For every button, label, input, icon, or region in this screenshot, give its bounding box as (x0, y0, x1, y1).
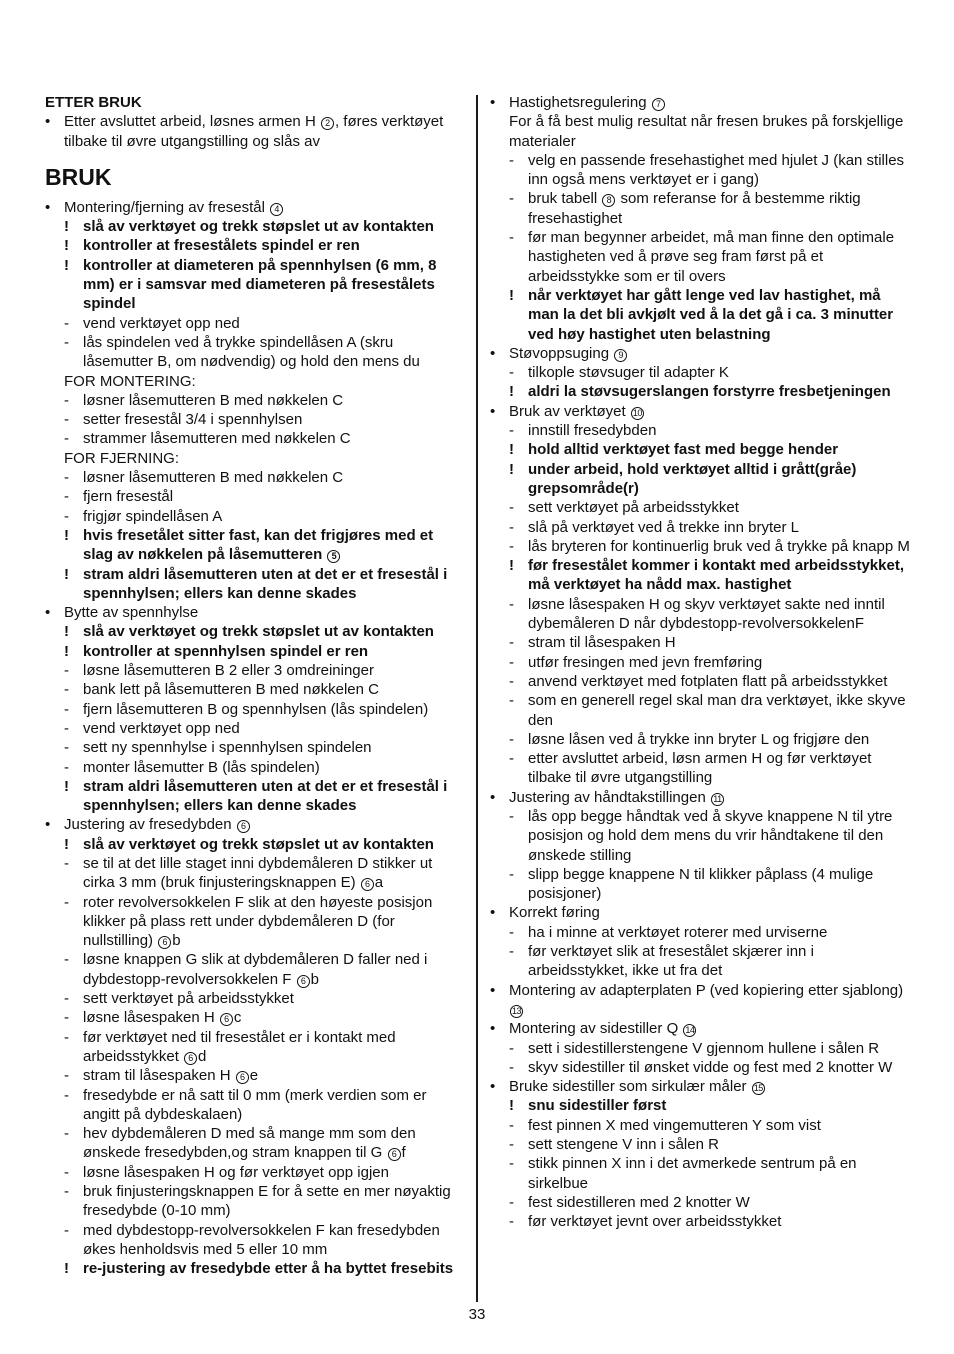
dash-icon: - (64, 314, 69, 332)
dash-item (490, 942, 915, 981)
warning-item (490, 440, 915, 459)
dash-item (490, 749, 915, 788)
dash-icon: - (64, 488, 69, 506)
item-text: lås spindelen ved å trykke spindellåsen A (skru låsemutter B, om nødvendig) og hold den mens du (83, 333, 420, 371)
dash-icon: - (64, 1183, 69, 1201)
dash-icon: - (64, 990, 69, 1008)
warning-icon: ! (509, 441, 514, 459)
figure-ref-icon: 6 (388, 1148, 401, 1161)
figure-ref-icon: 15 (753, 1083, 763, 1094)
right-column (490, 93, 915, 1232)
bullet-item (490, 1019, 915, 1038)
bullet-item (45, 815, 467, 834)
item-text: Bruk av verktøyet 10 (509, 402, 642, 420)
warning-item (490, 460, 915, 499)
warning-icon: ! (509, 1097, 514, 1115)
item-text: før verktøyet jevnt over arbeidsstykket (528, 1213, 782, 1231)
dash-item (45, 661, 467, 680)
dash-item (490, 421, 915, 440)
figure-ref-icon: 7 (652, 98, 665, 111)
item-text: bruk finjusteringsknappen E for å sette en mer nøyaktig fresedybde (0-10 mm) (83, 1183, 451, 1220)
item-text: utfør fresingen med jevn fremføring (528, 653, 763, 671)
dash-item (490, 189, 915, 228)
item-text: fest sidestilleren med 2 knotter W (528, 1193, 750, 1211)
dash-item (45, 854, 467, 893)
dash-item (45, 468, 467, 487)
item-text: stram til låsespaken H (528, 634, 676, 652)
warning-item (490, 1096, 915, 1115)
warning-icon: ! (64, 777, 69, 795)
figure-ref-icon: 4 (270, 203, 283, 216)
dash-icon: - (509, 923, 514, 941)
dash-icon: - (509, 364, 514, 382)
item-text: sett verktøyet på arbeidsstykket (528, 499, 739, 517)
dash-item (45, 1066, 467, 1085)
dash-item (490, 633, 915, 652)
warning-item (45, 217, 467, 236)
dash-item (490, 228, 915, 286)
dash-item (490, 363, 915, 382)
item-text: bank lett på låsemutteren B med nøkkelen C (83, 681, 379, 699)
item-text: løsne låsen ved å trykke inn bryter L og frigjøre den (528, 730, 870, 748)
bullet-icon: • (45, 113, 51, 131)
warning-icon: ! (509, 383, 514, 401)
dash-item (45, 1086, 467, 1125)
dash-item (490, 1212, 915, 1231)
dash-icon: - (64, 700, 69, 718)
item-text: slå av verktøyet og trekk støpslet ut av kontakten (83, 218, 434, 236)
dash-item (45, 758, 467, 777)
item-text: sett verktøyet på arbeidsstykket (83, 990, 294, 1008)
item-text: løsner låsemutteren B med nøkkelen C (83, 469, 344, 487)
item-text: fjern låsemutteren B og spennhylsen (lås spindelen) (83, 700, 429, 718)
dash-icon: - (64, 893, 69, 911)
bullet-icon: • (490, 1020, 496, 1038)
dash-item (490, 653, 915, 672)
dash-icon: - (64, 1086, 69, 1104)
dash-item (45, 680, 467, 699)
item-text: vend verktøyet opp ned (83, 314, 240, 332)
warning-item (45, 777, 467, 816)
dash-icon: - (509, 518, 514, 536)
bullet-icon: • (490, 788, 496, 806)
dash-item (490, 537, 915, 556)
dash-item (490, 1193, 915, 1212)
warning-icon: ! (64, 218, 69, 236)
warning-item (45, 256, 467, 314)
figure-ref-icon: 13 (511, 1005, 521, 1016)
item-text: slipp begge knappene N til klikker påplass (4 mulige posisjoner) (528, 865, 874, 903)
warning-icon: ! (64, 256, 69, 274)
dash-icon: - (64, 1163, 69, 1181)
dash-item (45, 429, 467, 448)
item-text: stikk pinnen X inn i det avmerkede sentrum på en sirkelbue (528, 1155, 857, 1192)
bullet-item (45, 198, 467, 217)
dash-icon: - (509, 1136, 514, 1154)
warning-item (45, 526, 467, 565)
dash-item (490, 730, 915, 749)
item-text: før verktøyet slik at fresestålet skjærer inn i arbeidsstykket, ikke ut fra det (528, 943, 814, 980)
figure-ref-icon: 14 (685, 1025, 695, 1036)
subsection-heading: ETTER BRUK (45, 94, 142, 111)
item-text: se til at det lille staget inni dybdemåleren D stikker ut cirka 3 mm (bruk finjusteringsknappen E) 6 a (83, 854, 433, 892)
dash-icon: - (509, 190, 514, 208)
warning-icon: ! (509, 460, 514, 478)
dash-item (45, 893, 467, 951)
item-text: løsne låsespaken H og skyv verktøyet sakte ned inntil dybemåleren D når dybdestopp-revolversokkelenF (528, 595, 885, 633)
dash-item (45, 1124, 467, 1163)
bullet-icon: • (490, 344, 496, 362)
figure-ref-icon: 6 (158, 936, 171, 949)
dash-item (45, 989, 467, 1008)
dash-icon: - (64, 430, 69, 448)
warning-item (45, 622, 467, 641)
dash-icon: - (64, 411, 69, 429)
item-text: Bytte av spennhylse (64, 604, 199, 622)
item-text: sett i sidestillerstengene V gjennom hullene i sålen R (528, 1039, 880, 1057)
dash-item (45, 1163, 467, 1182)
item-text: vend verktøyet opp ned (83, 719, 240, 737)
dash-item (45, 507, 467, 526)
dash-icon: - (64, 507, 69, 525)
figure-ref-icon: 2 (321, 117, 334, 130)
figure-ref-icon: 11 (711, 793, 724, 806)
item-text: snu sidestiller først (528, 1097, 667, 1115)
item-text: fjern fresestål (83, 488, 174, 506)
item-text: lås opp begge håndtak ved å skyve knappene N til ytre posisjon og hold dem mens du vrir håndtakene til den ønskede stilling (528, 807, 893, 864)
item-text: fresedybde er nå satt til 0 mm (merk verdien som er angitt på dybdeskalaen) (83, 1086, 427, 1123)
dash-icon: - (509, 634, 514, 652)
dash-item (45, 700, 467, 719)
dash-icon: - (509, 865, 514, 883)
bullet-item (490, 93, 915, 112)
figure-ref-icon: 6 (297, 975, 310, 988)
item-text: re-justering av fresedybde etter å ha byttet fresebits (83, 1260, 454, 1278)
dash-item (490, 672, 915, 691)
warning-item (45, 642, 467, 661)
item-text: før man begynner arbeidet, må man finne den optimale hastigheten ved å prøve seg fram først på et arbeidsstykke som er til overs (528, 229, 895, 285)
dash-item (45, 333, 467, 372)
item-text: Hastighetsregulering 7 (509, 93, 915, 112)
page-number: 33 (468, 1306, 486, 1323)
item-text: slå på verktøyet ved å trekke inn bryter L (528, 518, 799, 536)
dash-icon: - (64, 1067, 69, 1085)
item-text: aldri la støvsugerslangen forstyrre fresbetjeningen (528, 383, 891, 401)
item-text: Justering av håndtakstillingen 11 (509, 788, 915, 807)
dash-icon: - (509, 422, 514, 440)
item-text: sett ny spennhylse i spennhylsen spindelen (83, 739, 372, 757)
item-text: velg en passende fresehastighet med hjulet J (kan stilles inn også mens verktøyet er i gang) (528, 151, 905, 189)
item-text: med dybdestopp-revolversokkelen F kan fresedybden økes henholdsvis med 5 eller 10 mm (83, 1221, 440, 1258)
item-text: hold alltid verktøyet fast med begge hender (528, 441, 839, 459)
item-text: fest pinnen X med vingemutteren Y som vist (528, 1116, 821, 1134)
dash-item (490, 865, 915, 904)
figure-ref-icon: 9 (614, 349, 627, 362)
bullet-icon: • (490, 94, 496, 111)
dash-item (490, 807, 915, 865)
item-text: monter låsemutter B (lås spindelen) (83, 758, 320, 776)
dash-icon: - (509, 1039, 514, 1057)
figure-ref-icon: 5 (327, 550, 340, 563)
dash-item (490, 498, 915, 517)
warning-icon: ! (509, 286, 514, 304)
figure-ref-icon: 6 (361, 878, 374, 891)
item-text: etter avsluttet arbeid, løsn armen H og før verktøyet tilbake til øvre utgangstilling (528, 750, 872, 787)
dash-item (490, 1039, 915, 1058)
item-text: slå av verktøyet og trekk støpslet ut av kontakten (83, 835, 434, 853)
dash-item (45, 950, 467, 989)
item-text: stram til låsespaken H 6 e (83, 1067, 259, 1085)
item-text: anvend verktøyet med fotplaten flatt på arbeidsstykket (528, 672, 888, 690)
dash-icon: - (509, 1155, 514, 1173)
dash-item (490, 1058, 915, 1077)
dash-icon: - (64, 681, 69, 699)
item-text: Montering av sidestiller Q 14 (509, 1020, 695, 1038)
warning-icon: ! (64, 642, 69, 660)
item-text: kontroller at fresestålets spindel er ren (83, 237, 360, 255)
warning-icon: ! (509, 557, 514, 575)
dash-icon: - (509, 151, 514, 169)
dash-item (490, 691, 915, 730)
dash-icon: - (64, 391, 69, 409)
dash-icon: - (509, 653, 514, 671)
item-text: slå av verktøyet og trekk støpslet ut av kontakten (83, 623, 434, 641)
item-text: hev dybdemåleren D med så mange mm som den ønskede fresedybden,og stram knappen til G 6 f (83, 1125, 416, 1162)
dash-icon: - (509, 672, 514, 690)
item-text: Korrekt føring (509, 904, 600, 922)
warning-icon: ! (64, 835, 69, 853)
dash-item (490, 518, 915, 537)
dash-item (45, 1008, 467, 1027)
dash-icon: - (509, 807, 514, 825)
dash-icon: - (64, 739, 69, 757)
dash-icon: - (509, 692, 514, 710)
dash-icon: - (509, 229, 514, 247)
dash-icon: - (64, 951, 69, 969)
item-text: skyv sidestiller til ønsket vidde og fest med 2 knotter W (528, 1058, 893, 1076)
bullet-item (490, 344, 915, 363)
dash-icon: - (509, 499, 514, 517)
item-text: frigjør spindellåsen A (83, 507, 223, 525)
item-text: hvis fresetålet sitter fast, kan det frigjøres med et slag av nøkkelen på låsemutteren 5 (83, 526, 434, 564)
item-text: stram aldri låsemutteren uten at det er et fresestål i spennhylsen; ellers kan denne skades (83, 777, 448, 815)
dash-item (45, 391, 467, 410)
dash-icon: - (509, 750, 514, 768)
dash-item (490, 595, 915, 634)
bullet-item (45, 603, 467, 622)
figure-ref-icon: 6 (237, 820, 250, 833)
warning-item (490, 382, 915, 401)
warning-item (490, 556, 915, 595)
item-text: løsne låsespaken H og før verktøyet opp igjen (83, 1163, 389, 1181)
bullet-icon: • (45, 816, 51, 834)
dash-icon: - (64, 758, 69, 776)
bullet-item (490, 1077, 915, 1096)
dash-icon: - (509, 1193, 514, 1211)
dash-item (45, 410, 467, 429)
dash-icon: - (64, 662, 69, 680)
dash-icon: - (64, 1125, 69, 1143)
item-text: løsne låsespaken H 6 c (83, 1009, 242, 1027)
bullet-item (490, 903, 915, 922)
item-text: tilkople støvsuger til adapter K (528, 364, 729, 382)
item-text: kontroller at diameteren på spennhylsen (6 mm, 8 mm) er i samsvar med diameteren på fresestålets spindel (83, 256, 437, 313)
item-text: strammer låsemutteren med nøkkelen C (83, 430, 351, 448)
item-text: Etter avsluttet arbeid, løsnes armen H 2 , føres verktøyet tilbake til øvre utgangstilling og slås av (64, 113, 444, 150)
warning-icon: ! (64, 526, 69, 544)
figure-ref-icon: 8 (602, 194, 615, 207)
item-text: løsne låsemutteren B 2 eller 3 omdreininger (83, 662, 374, 680)
item-text: Støvoppsuging 9 (509, 344, 915, 363)
item-text: innstill fresedybden (528, 422, 657, 440)
dash-item (45, 738, 467, 757)
bullet-item (490, 402, 915, 421)
warning-item (45, 565, 467, 604)
item-text: setter fresestål 3/4 i spennhylsen (83, 411, 303, 429)
dash-icon: - (509, 1116, 514, 1134)
paragraph: FOR FJERNING: (64, 449, 179, 467)
dash-icon: - (64, 854, 69, 872)
dash-item (45, 487, 467, 506)
figure-ref-icon: 6 (184, 1052, 197, 1065)
bullet-icon: • (490, 1078, 496, 1096)
item-text: før fresestålet kommer i kontakt med arbeidsstykket, må verktøyet ha nådd max. hastighet (528, 557, 904, 594)
figure-ref-icon: 10 (632, 407, 642, 418)
bullet-item (490, 981, 915, 1020)
dash-icon: - (64, 719, 69, 737)
dash-item (45, 1028, 467, 1067)
dash-item (490, 923, 915, 942)
left-column (45, 93, 467, 1279)
dash-icon: - (509, 537, 514, 555)
dash-icon: - (64, 1009, 69, 1027)
paragraph: FOR MONTERING: (64, 372, 196, 390)
dash-item (45, 1221, 467, 1260)
item-text: ha i minne at verktøyet roterer med urviserne (528, 923, 828, 941)
item-text: lås bryteren for kontinuerlig bruk ved å trykke på knapp M (528, 537, 910, 555)
item-text: sett stengene V inn i sålen R (528, 1136, 719, 1154)
item-text: kontroller at spennhylsen spindel er ren (83, 642, 369, 660)
item-text: stram aldri låsemutteren uten at det er et fresestål i spennhylsen; ellers kan denne skades (83, 565, 448, 602)
warning-item (490, 286, 915, 344)
paragraph: For å få best mulig resultat når fresen brukes på forskjellige materialer (509, 113, 904, 150)
bullet-icon: • (490, 402, 496, 420)
bullet-icon: • (490, 981, 496, 999)
item-text: under arbeid, hold verktøyet alltid i grått(gråe) grepsområde(r) (528, 460, 857, 497)
item-text: Justering av fresedybden 6 (64, 815, 467, 834)
dash-item (490, 1116, 915, 1135)
item-text: før verktøyet ned til fresestålet er i kontakt med arbeidsstykket 6 d (83, 1028, 396, 1065)
warning-icon: ! (64, 237, 69, 255)
dash-icon: - (509, 595, 514, 613)
item-text: bruk tabell 8 som referanse for å bestemme riktig fresehastighet (528, 190, 861, 227)
warning-item (45, 835, 467, 854)
warning-item (45, 236, 467, 255)
section-heading: BRUK (45, 163, 112, 190)
item-text: roter revolversokkelen F slik at den høyeste posisjon klikker på plass rett under dybdemåleren D (for nullstilling) 6 b (83, 893, 433, 950)
dash-item (45, 314, 467, 333)
item-text: Montering/fjerning av fresestål 4 (64, 198, 467, 217)
item-text: løsne knappen G slik at dybdemåleren D faller ned i dybdestopp-revolversokkelen F 6 b (83, 951, 428, 988)
item-text: når verktøyet har gått lenge ved lav hastighet, må man la det bli avkjølt ved å la det gå i ca. 3 minutter ved høy hastighet uten belastning (528, 286, 894, 343)
dash-icon: - (509, 943, 514, 961)
warning-item (45, 1259, 467, 1278)
dash-item (490, 1135, 915, 1154)
bullet-icon: • (45, 604, 51, 622)
item-text: løsner låsemutteren B med nøkkelen C (83, 391, 344, 409)
dash-icon: - (64, 469, 69, 487)
item-text: som en generell regel skal man dra verktøyet, ikke skyve den (528, 692, 906, 729)
warning-icon: ! (64, 1260, 69, 1278)
dash-icon: - (64, 1221, 69, 1239)
figure-ref-icon: 6 (236, 1071, 249, 1084)
bullet-icon: • (45, 198, 51, 216)
item-text: Bruke sidestiller som sirkulær måler 15 (509, 1078, 763, 1096)
dash-icon: - (509, 730, 514, 748)
dash-item (45, 1182, 467, 1221)
bullet-item (490, 788, 915, 807)
column-divider (476, 95, 478, 1302)
item-text: Montering av adapterplaten P (ved kopiering etter sjablong) 13 (509, 981, 904, 1016)
warning-icon: ! (64, 623, 69, 641)
dash-item (490, 1154, 915, 1193)
dash-icon: - (509, 1058, 514, 1076)
bullet-item (45, 112, 467, 151)
dash-item (490, 151, 915, 190)
dash-icon: - (64, 1028, 69, 1046)
dash-icon: - (64, 333, 69, 351)
dash-item (45, 719, 467, 738)
bullet-icon: • (490, 904, 496, 922)
figure-ref-icon: 6 (220, 1013, 233, 1026)
warning-icon: ! (64, 565, 69, 583)
dash-icon: - (509, 1213, 514, 1231)
